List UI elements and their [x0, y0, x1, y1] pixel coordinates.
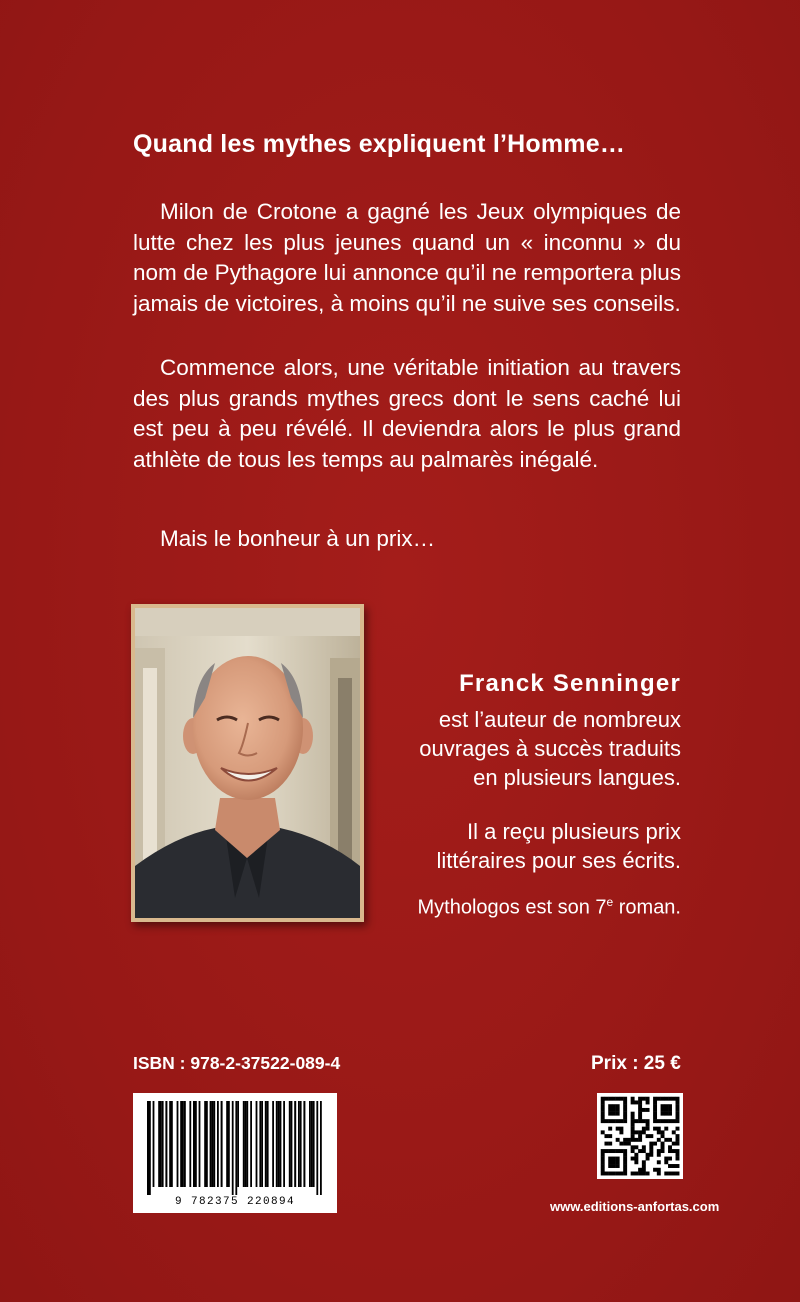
qr-finder-module [608, 1172, 612, 1176]
barcode-bar [199, 1101, 201, 1187]
qr-module [631, 1138, 635, 1142]
qr-module [619, 1130, 623, 1134]
qr-finder-module [612, 1164, 616, 1168]
qr-module [657, 1130, 661, 1134]
barcode-bar [265, 1101, 267, 1187]
isbn: ISBN : 978-2-37522-089-4 [133, 1053, 341, 1073]
qr-module [634, 1130, 638, 1134]
barcode-bar [283, 1101, 285, 1187]
qr-module [608, 1134, 612, 1138]
qr-module [638, 1097, 642, 1101]
qr-finder-module [608, 1112, 612, 1116]
qr-module [672, 1172, 676, 1176]
barcode-bar [147, 1101, 149, 1195]
qr-module [631, 1130, 635, 1134]
qr-module [642, 1149, 646, 1153]
qr-module [661, 1130, 665, 1134]
barcode-bar [162, 1101, 164, 1187]
qr-finder-module [604, 1172, 608, 1176]
publisher-website[interactable]: www.editions-anfortas.com [550, 1199, 720, 1214]
qr-module [601, 1130, 605, 1134]
qr-finder-module [664, 1104, 668, 1108]
qr-finder-module [601, 1100, 605, 1104]
qr-module [668, 1145, 672, 1149]
blurb-paragraph-3 [133, 524, 681, 555]
qr-module [664, 1157, 668, 1161]
qr-module [661, 1149, 665, 1153]
qr-module [638, 1112, 642, 1116]
barcode-bar [235, 1101, 237, 1195]
qr-finder-module [623, 1108, 627, 1112]
qr-module [646, 1123, 650, 1127]
barcode-bar [245, 1101, 247, 1187]
barcode-bar [316, 1101, 318, 1195]
qr-finder-module [601, 1172, 605, 1176]
qr-finder-module [664, 1112, 668, 1116]
author-photo [135, 608, 360, 918]
barcode-bar [171, 1101, 173, 1187]
qr-module [676, 1142, 680, 1146]
qr-finder-module [601, 1108, 605, 1112]
qr-finder-module [676, 1115, 680, 1119]
qr-module [638, 1119, 642, 1123]
qr-finder-module [619, 1097, 623, 1101]
qr-finder-module [668, 1112, 672, 1116]
qr-module [676, 1134, 680, 1138]
qr-finder-module [608, 1149, 612, 1153]
barcode-bar [204, 1101, 206, 1187]
qr-finder-module [676, 1097, 680, 1101]
qr-finder-module [661, 1104, 665, 1108]
qr-finder-module [601, 1164, 605, 1168]
qr-module [642, 1172, 646, 1176]
barcode-bar [294, 1101, 296, 1187]
qr-module [642, 1145, 646, 1149]
blurb-text-3: Mais le bonheur à un prix… [160, 526, 436, 551]
barcode-bar [158, 1101, 160, 1187]
qr-module [631, 1145, 635, 1149]
qr-module [668, 1149, 672, 1153]
barcode-bar [250, 1101, 252, 1187]
qr-module [634, 1157, 638, 1161]
qr-finder-module [672, 1119, 676, 1123]
qr-module [642, 1164, 646, 1168]
barcode-bar [160, 1101, 162, 1187]
barcode-bar [195, 1101, 197, 1187]
qr-finder-module [623, 1153, 627, 1157]
barcode-bar [211, 1101, 213, 1187]
barcode-bar [291, 1101, 293, 1187]
qr-module [657, 1160, 661, 1164]
qr-finder-module [623, 1097, 627, 1101]
barcode-bar [193, 1101, 195, 1187]
barcode-bar [313, 1101, 315, 1187]
qr-finder-module [653, 1112, 657, 1116]
qr-module [638, 1172, 642, 1176]
blurb-text-2: Commence alors, une véritable initiation au travers des plus grands mythes grecs dont le sens caché lui est peu à peu révélé. Il deviendra alors le plus grand athlète de tous les temps au palmarès inégalé. [133, 355, 681, 472]
qr-module [668, 1138, 672, 1142]
barcode-bar [272, 1101, 274, 1187]
blurb-paragraph-1 [133, 197, 681, 319]
barcode-bar [259, 1101, 261, 1187]
qr-module [646, 1127, 650, 1131]
qr-module [668, 1164, 672, 1168]
qr-finder-module [623, 1164, 627, 1168]
barcode-image [133, 1093, 337, 1213]
qr-finder-module [616, 1157, 620, 1161]
barcode-bar [189, 1101, 191, 1187]
barcode-bar [237, 1101, 239, 1187]
qr-finder-module [676, 1112, 680, 1116]
qr-module [676, 1149, 680, 1153]
qr-finder-module [676, 1119, 680, 1123]
qr-finder-module [601, 1160, 605, 1164]
qr-finder-module [601, 1168, 605, 1172]
qr-finder-module [612, 1104, 616, 1108]
qr-finder-module [623, 1168, 627, 1172]
qr-module [627, 1138, 631, 1142]
qr-finder-module [616, 1164, 620, 1168]
qr-module [642, 1130, 646, 1134]
qr-finder-module [668, 1104, 672, 1108]
qr-module [672, 1149, 676, 1153]
qr-finder-module [608, 1157, 612, 1161]
qr-module [676, 1164, 680, 1168]
price: Prix : 25 € [591, 1053, 681, 1074]
qr-module [631, 1149, 635, 1153]
qr-module [664, 1172, 668, 1176]
qr-module [646, 1108, 650, 1112]
qr-module [631, 1134, 635, 1138]
barcode-bar [256, 1101, 258, 1187]
qr-module [646, 1134, 650, 1138]
author-photo-frame [131, 604, 364, 922]
qr-finder-module [623, 1115, 627, 1119]
qr-module [664, 1160, 668, 1164]
qr-finder-module [664, 1108, 668, 1112]
qr-module [638, 1149, 642, 1153]
qr-finder-module [623, 1119, 627, 1123]
qr-finder-module [612, 1112, 616, 1116]
qr-module [634, 1153, 638, 1157]
qr-finder-module [601, 1115, 605, 1119]
qr-finder-module [604, 1119, 608, 1123]
qr-module [642, 1127, 646, 1131]
qr-module [638, 1104, 642, 1108]
qr-finder-module [604, 1149, 608, 1153]
qr-finder-module [661, 1097, 665, 1101]
barcode-bar [153, 1101, 155, 1187]
qr-module [638, 1134, 642, 1138]
barcode-bar [311, 1101, 313, 1187]
qr-finder-module [616, 1108, 620, 1112]
author-description-3 [381, 888, 681, 923]
barcode-bar [276, 1101, 278, 1187]
qr-module [646, 1119, 650, 1123]
qr-module [676, 1138, 680, 1142]
barcode-bar [303, 1101, 305, 1187]
qr-finder-module [616, 1149, 620, 1153]
qr-module [657, 1172, 661, 1176]
barcode-bar [298, 1101, 300, 1187]
qr-module [642, 1119, 646, 1123]
qr-code[interactable] [597, 1093, 683, 1179]
qr-finder-module [657, 1119, 661, 1123]
qr-module [664, 1127, 668, 1131]
qr-finder-module [612, 1157, 616, 1161]
qr-finder-module [601, 1149, 605, 1153]
qr-module [619, 1142, 623, 1146]
barcode-bar [309, 1101, 311, 1187]
qr-finder-module [619, 1119, 623, 1123]
qr-finder-module [653, 1119, 657, 1123]
qr-module [638, 1115, 642, 1119]
qr-finder-module [676, 1108, 680, 1112]
qr-finder-module [668, 1097, 672, 1101]
qr-module [653, 1127, 657, 1131]
qr-finder-module [664, 1097, 668, 1101]
qr-module [646, 1172, 650, 1176]
qr-module [649, 1153, 653, 1157]
tagline: Quand les mythes expliquent l’Homme… [133, 130, 626, 158]
qr-finder-module [616, 1172, 620, 1176]
qr-finder-module [661, 1112, 665, 1116]
qr-finder-module [608, 1160, 612, 1164]
qr-finder-module [653, 1115, 657, 1119]
barcode-bar [261, 1101, 263, 1187]
barcode-bar [300, 1101, 302, 1187]
qr-module [638, 1108, 642, 1112]
qr-module [634, 1138, 638, 1142]
qr-module [676, 1172, 680, 1176]
qr-module [619, 1127, 623, 1131]
barcode-bar [165, 1101, 167, 1187]
qr-module [634, 1172, 638, 1176]
qr-finder-module [608, 1164, 612, 1168]
qr-module [638, 1130, 642, 1134]
barcode-bar [232, 1101, 234, 1195]
qr-module [657, 1153, 661, 1157]
qr-module [642, 1108, 646, 1112]
author-description-1: est l’auteur de nombreux ouvrages à succès traduits en plusieurs langues. [419, 707, 681, 790]
qr-finder-module [608, 1119, 612, 1123]
qr-module [653, 1168, 657, 1172]
qr-finder-module [623, 1160, 627, 1164]
barcode-bar [280, 1101, 282, 1187]
author-portrait-image [135, 608, 360, 918]
qr-module [646, 1153, 650, 1157]
qr-finder-module [601, 1157, 605, 1161]
barcode-bar [226, 1101, 228, 1187]
qr-finder-module [608, 1108, 612, 1112]
qr-module [649, 1134, 653, 1138]
qr-finder-module [653, 1097, 657, 1101]
qr-module [631, 1100, 635, 1104]
qr-module [672, 1164, 676, 1168]
qr-module [631, 1097, 635, 1101]
qr-module [649, 1142, 653, 1146]
barcode-bar [169, 1101, 171, 1187]
qr-module [646, 1100, 650, 1104]
qr-module [672, 1130, 676, 1134]
qr-module [616, 1127, 620, 1131]
qr-finder-module [612, 1160, 616, 1164]
barcode-bar [182, 1101, 184, 1187]
qr-finder-module [612, 1149, 616, 1153]
qr-module [657, 1149, 661, 1153]
qr-finder-module [672, 1097, 676, 1101]
qr-module [646, 1157, 650, 1161]
barcode-bar [243, 1101, 245, 1187]
qr-module [638, 1168, 642, 1172]
qr-finder-module [601, 1097, 605, 1101]
qr-module [661, 1142, 665, 1146]
qr-module [649, 1149, 653, 1153]
qr-module [642, 1168, 646, 1172]
barcode-bar [320, 1101, 322, 1195]
barcode-bar [278, 1101, 280, 1187]
qr-finder-module [619, 1149, 623, 1153]
qr-finder-module [616, 1112, 620, 1116]
barcode [133, 1093, 337, 1213]
qr-module [634, 1100, 638, 1104]
qr-module [631, 1172, 635, 1176]
qr-finder-module [619, 1172, 623, 1176]
qr-finder-module [601, 1104, 605, 1108]
qr-module [623, 1142, 627, 1146]
barcode-digits: 9 782375 220894 [174, 1196, 296, 1208]
qr-finder-module [657, 1097, 661, 1101]
qr-module [638, 1100, 642, 1104]
barcode-bar [246, 1101, 248, 1187]
barcode-bar [177, 1101, 179, 1187]
qr-module [604, 1134, 608, 1138]
barcode-bar [217, 1101, 219, 1187]
qr-finder-module [612, 1119, 616, 1123]
qr-finder-module [623, 1104, 627, 1108]
qr-finder-module [668, 1119, 672, 1123]
novel-count-superscript: e [606, 895, 614, 909]
qr-finder-module [676, 1104, 680, 1108]
qr-module [634, 1119, 638, 1123]
qr-module [661, 1134, 665, 1138]
qr-module [668, 1157, 672, 1161]
barcode-bar [184, 1101, 186, 1187]
qr-code-image [597, 1093, 683, 1179]
qr-finder-module [664, 1119, 668, 1123]
qr-module [661, 1145, 665, 1149]
barcode-bar [267, 1101, 269, 1187]
qr-finder-module [616, 1097, 620, 1101]
barcode-bar [289, 1101, 291, 1187]
qr-module [631, 1157, 635, 1161]
qr-finder-module [604, 1097, 608, 1101]
qr-module [657, 1138, 661, 1142]
qr-module [634, 1160, 638, 1164]
qr-module [649, 1145, 653, 1149]
qr-module [642, 1160, 646, 1164]
qr-finder-module [612, 1108, 616, 1112]
qr-module [631, 1127, 635, 1131]
qr-module [657, 1168, 661, 1172]
qr-module [672, 1142, 676, 1146]
qr-module [657, 1127, 661, 1131]
qr-finder-module [623, 1172, 627, 1176]
qr-module [608, 1142, 612, 1146]
qr-module [642, 1097, 646, 1101]
barcode-bar [180, 1101, 182, 1187]
qr-finder-module [653, 1100, 657, 1104]
qr-module [676, 1153, 680, 1157]
qr-finder-module [668, 1108, 672, 1112]
barcode-bar [149, 1101, 151, 1195]
qr-finder-module [601, 1112, 605, 1116]
qr-module [653, 1142, 657, 1146]
qr-finder-module [601, 1119, 605, 1123]
qr-module [664, 1138, 668, 1142]
qr-finder-module [623, 1149, 627, 1153]
qr-module [631, 1119, 635, 1123]
qr-finder-module [661, 1119, 665, 1123]
qr-module [631, 1123, 635, 1127]
qr-finder-module [676, 1100, 680, 1104]
qr-module [638, 1138, 642, 1142]
qr-finder-module [623, 1112, 627, 1116]
novel-count-prefix: Mythologos est son 7 [417, 896, 607, 919]
qr-finder-module [612, 1097, 616, 1101]
qr-module [631, 1115, 635, 1119]
qr-finder-module [612, 1172, 616, 1176]
qr-finder-module [616, 1104, 620, 1108]
blurb-paragraph-2 [133, 353, 681, 475]
qr-module [668, 1172, 672, 1176]
qr-finder-module [616, 1160, 620, 1164]
qr-finder-module [601, 1153, 605, 1157]
qr-module [634, 1145, 638, 1149]
qr-module [676, 1157, 680, 1161]
qr-module [631, 1112, 635, 1116]
author-description-2: Il a reçu plusieurs prix littéraires pour ses écrits. [436, 819, 681, 873]
qr-finder-module [661, 1108, 665, 1112]
barcode-bar [213, 1101, 215, 1187]
barcode-bar [206, 1101, 208, 1187]
blurb-text-1: Milon de Crotone a gagné les Jeux olympiques de lutte chez les plus jeunes quand un « inconnu » du nom de Pythagore lui annonce qu’il ne remportera plus jamais de victoires, à moins qu’il ne suive ses conseils. [133, 199, 681, 316]
author-name: Franck Senninger [459, 670, 681, 697]
barcode-bar [228, 1101, 230, 1187]
qr-module [604, 1142, 608, 1146]
qr-finder-module [608, 1104, 612, 1108]
qr-finder-module [653, 1108, 657, 1112]
qr-module [627, 1142, 631, 1146]
qr-finder-module [608, 1097, 612, 1101]
qr-finder-module [653, 1104, 657, 1108]
qr-finder-module [616, 1119, 620, 1123]
qr-module [676, 1127, 680, 1131]
barcode-bar [210, 1101, 212, 1187]
novel-count-suffix: roman. [613, 896, 681, 919]
qr-module [623, 1138, 627, 1142]
qr-finder-module [623, 1100, 627, 1104]
qr-finder-module [623, 1157, 627, 1161]
qr-module [616, 1138, 620, 1142]
barcode-bar [221, 1101, 223, 1187]
qr-module [608, 1127, 612, 1131]
qr-module [646, 1097, 650, 1101]
